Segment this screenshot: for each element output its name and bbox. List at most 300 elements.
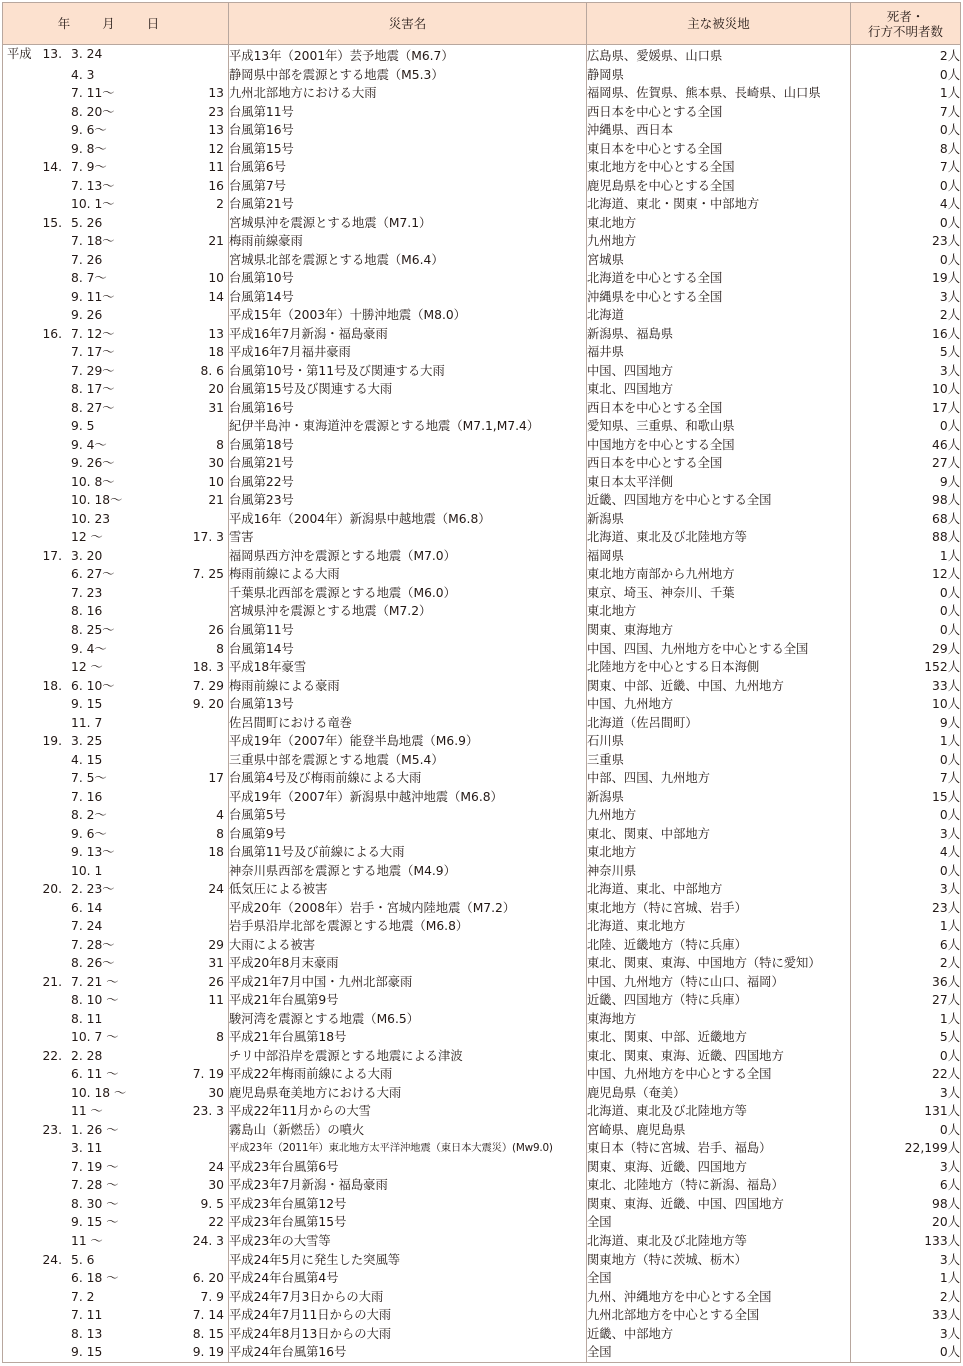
date-cell [3, 1084, 229, 1103]
date-cell [3, 473, 229, 492]
disaster-name: 台風第23号 [229, 491, 587, 510]
end-date: 18. 3 [192, 660, 224, 675]
disaster-name: 平成23年（2011年）東北地方太平洋沖地震（東日本大震災）(Mw9.0) [229, 1139, 587, 1158]
affected-area: 中部、四国、九州地方 [587, 769, 851, 788]
date-cell [3, 436, 229, 455]
affected-area: 北海道、東北、中部地方 [587, 880, 851, 899]
header-date [3, 3, 229, 45]
disaster-name: 台風第22号 [229, 473, 587, 492]
start-date: 10. 1～ [71, 197, 115, 212]
casualty-count: 3人 [851, 362, 961, 381]
table-row [3, 399, 961, 418]
disaster-name: 台風第16号 [229, 399, 587, 418]
start-date: 9. 26～ [71, 456, 115, 471]
date-cell [3, 677, 229, 696]
affected-area: 北陸地方を中心とする日本海側 [587, 658, 851, 677]
affected-area: 北海道、東北・関東・中部地方 [587, 195, 851, 214]
date-cell [3, 954, 229, 973]
affected-area: 全国 [587, 1343, 851, 1362]
affected-area: 東北、関東、中部、近畿地方 [587, 1028, 851, 1047]
date-cell [3, 1232, 229, 1251]
affected-area: 九州地方 [587, 232, 851, 251]
date-cell [3, 640, 229, 659]
start-date: 10. 7 ～ [71, 1030, 119, 1045]
disaster-name: 平成20年（2008年）岩手・宮城内陸地震（M7.2） [229, 899, 587, 918]
affected-area: 東北、関東、東海、中国地方（特に愛知） [587, 954, 851, 973]
disaster-name: 平成24年5月に発生した突風等 [229, 1251, 587, 1270]
casualty-count: 0人 [851, 1343, 961, 1362]
date-cell [3, 602, 229, 621]
table-row [3, 288, 961, 307]
end-date: 8 [216, 641, 224, 656]
table-row [3, 214, 961, 233]
casualty-count: 33人 [851, 1306, 961, 1325]
start-date: 7. 23 [71, 585, 103, 600]
date-cell [3, 695, 229, 714]
end-date: 24 [208, 882, 224, 897]
table-row [3, 1047, 961, 1066]
affected-area: 北海道、東北及び北陸地方等 [587, 1232, 851, 1251]
date-cell [3, 806, 229, 825]
header-row [3, 3, 961, 45]
disaster-name: 梅雨前線による大雨 [229, 565, 587, 584]
table-row [3, 954, 961, 973]
casualty-count: 0人 [851, 177, 961, 196]
affected-area: 広島県、愛媛県、山口県 [587, 45, 851, 66]
date-cell [3, 306, 229, 325]
disaster-name: 平成22年11月からの大雪 [229, 1102, 587, 1121]
table-row [3, 1251, 961, 1270]
casualty-count: 1人 [851, 84, 961, 103]
date-cell [3, 1269, 229, 1288]
affected-area: 石川県 [587, 732, 851, 751]
start-date: 7. 29～ [71, 363, 115, 378]
affected-area: 神奈川県 [587, 862, 851, 881]
casualty-count: 0人 [851, 1121, 961, 1140]
disaster-name: 台風第15号及び関連する大雨 [229, 380, 587, 399]
date-cell [3, 491, 229, 510]
disaster-name: 平成21年台風第18号 [229, 1028, 587, 1047]
table-row [3, 825, 961, 844]
affected-area: 北海道、東北地方 [587, 917, 851, 936]
end-date: 20 [208, 382, 224, 397]
table-row [3, 66, 961, 85]
disaster-name: 鹿児島県奄美地方における大雨 [229, 1084, 587, 1103]
date-cell [3, 269, 229, 288]
affected-area: 東日本太平洋側 [587, 473, 851, 492]
start-date: 8. 20～ [71, 104, 115, 119]
start-date: 2. 28 [71, 1048, 103, 1063]
table-row [3, 917, 961, 936]
date-cell [3, 103, 229, 122]
start-date: 4. 15 [71, 752, 103, 767]
date-cell [3, 991, 229, 1010]
disaster-name: 台風第4号及び梅雨前線による大雨 [229, 769, 587, 788]
end-date: 18 [208, 845, 224, 860]
start-date: 8. 30 ～ [71, 1196, 119, 1211]
affected-area: 近畿、四国地方（特に兵庫） [587, 991, 851, 1010]
disaster-name: 台風第13号 [229, 695, 587, 714]
end-date: 7. 9 [200, 1289, 224, 1304]
disaster-name: 宮城県沖を震源とする地震（M7.1） [229, 214, 587, 233]
affected-area: 関東、中部、近畿、中国、九州地方 [587, 677, 851, 696]
start-date: 7. 9～ [71, 160, 107, 175]
casualty-count: 0人 [851, 862, 961, 881]
disaster-name: 平成16年（2004年）新潟県中越地震（M6.8） [229, 510, 587, 529]
table-row [3, 640, 961, 659]
affected-area: 鹿児島県を中心とする全国 [587, 177, 851, 196]
start-date: 11. 7 [71, 715, 103, 730]
date-cell [3, 1325, 229, 1344]
table-row [3, 306, 961, 325]
table-row [3, 325, 961, 344]
start-date: 7. 28 ～ [71, 1178, 119, 1193]
end-date: 30 [208, 1178, 224, 1193]
disaster-name: 平成20年8月末豪雨 [229, 954, 587, 973]
date-cell [3, 1251, 229, 1270]
disaster-name: 台風第14号 [229, 288, 587, 307]
date-cell [3, 751, 229, 770]
casualty-count: 22人 [851, 1065, 961, 1084]
casualty-count: 0人 [851, 621, 961, 640]
start-date: 6. 27～ [71, 567, 115, 582]
casualty-count: 19人 [851, 269, 961, 288]
date-cell [3, 788, 229, 807]
start-date: 8. 27～ [71, 400, 115, 415]
table-row [3, 991, 961, 1010]
start-date: 10. 23 [71, 511, 111, 526]
casualty-count: 9人 [851, 714, 961, 733]
affected-area: 中国地方を中心とする全国 [587, 436, 851, 455]
affected-area: 九州北部地方を中心とする全国 [587, 1306, 851, 1325]
casualty-count: 5人 [851, 1028, 961, 1047]
end-date: 17 [208, 771, 224, 786]
end-date: 8 [216, 1030, 224, 1045]
casualty-count: 27人 [851, 991, 961, 1010]
date-cell [3, 547, 229, 566]
start-date: 9. 15 [71, 697, 103, 712]
date-cell [3, 769, 229, 788]
casualty-count: 88人 [851, 528, 961, 547]
disaster-name: 平成23年台風第15号 [229, 1213, 587, 1232]
affected-area: 東北地方 [587, 214, 851, 233]
casualty-count: 3人 [851, 825, 961, 844]
affected-area: 西日本を中心とする全国 [587, 454, 851, 473]
table-body [3, 45, 961, 1363]
table-row [3, 269, 961, 288]
date-cell [3, 880, 229, 899]
affected-area: 東北、北陸地方（特に新潟、福島） [587, 1176, 851, 1195]
table-row [3, 195, 961, 214]
year-label: 20. [42, 882, 62, 897]
casualty-count: 68人 [851, 510, 961, 529]
casualty-count: 2人 [851, 45, 961, 66]
date-cell [3, 251, 229, 270]
end-date: 24 [208, 1159, 224, 1174]
table-row [3, 936, 961, 955]
start-date: 11 ～ [71, 1104, 103, 1119]
end-date: 13 [208, 123, 224, 138]
end-date: 21 [208, 234, 224, 249]
start-date: 7. 21 ～ [71, 974, 119, 989]
end-date: 24. 3 [192, 1234, 224, 1248]
affected-area: 西日本を中心とする全国 [587, 103, 851, 122]
affected-area: 九州地方 [587, 806, 851, 825]
header-casualties-line1: 死者・ [886, 8, 925, 24]
affected-area: 東北地方南部から九州地方 [587, 565, 851, 584]
end-date: 7. 14 [192, 1308, 224, 1323]
start-date: 8. 25～ [71, 622, 115, 637]
end-date: 4 [216, 808, 224, 823]
start-date: 9. 4～ [71, 641, 107, 656]
table-row [3, 45, 961, 66]
end-date: 13 [208, 326, 224, 341]
date-cell [3, 1343, 229, 1362]
affected-area: 東北地方 [587, 843, 851, 862]
table-row [3, 732, 961, 751]
disaster-name: 平成23年の大雪等 [229, 1232, 587, 1251]
affected-area: 福岡県 [587, 547, 851, 566]
end-date: 29 [208, 937, 224, 952]
start-date: 6. 10～ [71, 678, 115, 693]
start-date: 7. 17～ [71, 345, 115, 360]
disaster-name: 大雨による被害 [229, 936, 587, 955]
date-cell [3, 732, 229, 751]
date-cell [3, 565, 229, 584]
disaster-name: 平成24年7月3日からの大雨 [229, 1288, 587, 1307]
affected-area: 鹿児島県（奄美） [587, 1084, 851, 1103]
disaster-name: 台風第21号 [229, 195, 587, 214]
end-date: 16 [208, 178, 224, 193]
disaster-name: 平成23年台風第12号 [229, 1195, 587, 1214]
affected-area: 全国 [587, 1269, 851, 1288]
end-date: 7. 25 [192, 567, 224, 582]
header-affected-area: 主な被災地 [587, 3, 851, 45]
casualty-count: 2人 [851, 306, 961, 325]
casualty-count: 131人 [851, 1102, 961, 1121]
start-date: 11 ～ [71, 1234, 103, 1248]
date-cell [3, 343, 229, 362]
date-cell [3, 825, 229, 844]
casualty-count: 4人 [851, 843, 961, 862]
start-date: 10. 18～ [71, 493, 123, 508]
casualty-count: 3人 [851, 1158, 961, 1177]
table-row [3, 677, 961, 696]
table-header [3, 3, 961, 45]
date-cell [3, 214, 229, 233]
end-date: 10 [208, 271, 224, 286]
affected-area: 九州、沖縄地方を中心とする全国 [587, 1288, 851, 1307]
casualty-count: 8人 [851, 140, 961, 159]
table-row [3, 1158, 961, 1177]
disaster-name: 平成21年7月中国・九州北部豪雨 [229, 973, 587, 992]
date-cell [3, 973, 229, 992]
table-row [3, 1195, 961, 1214]
casualty-count: 6人 [851, 936, 961, 955]
year-label: 14. [42, 160, 62, 175]
casualty-count: 0人 [851, 584, 961, 603]
date-cell [3, 1010, 229, 1029]
disaster-name: チリ中部沿岸を震源とする地震による津波 [229, 1047, 587, 1066]
end-date: 23 [208, 104, 224, 119]
date-cell [3, 1288, 229, 1307]
date-cell [3, 1306, 229, 1325]
table-row [3, 1010, 961, 1029]
end-date: 12 [208, 141, 224, 156]
year-label: 18. [42, 678, 62, 693]
end-date: 7. 19 [192, 1067, 224, 1082]
start-date: 8. 7～ [71, 271, 107, 286]
start-date: 7. 19 ～ [71, 1159, 119, 1174]
year-label: 23. [42, 1122, 62, 1137]
table-row [3, 695, 961, 714]
table-row [3, 1343, 961, 1362]
date-cell [3, 1065, 229, 1084]
affected-area: 東北、関東、東海、近畿、四国地方 [587, 1047, 851, 1066]
casualty-count: 0人 [851, 602, 961, 621]
table-row [3, 547, 961, 566]
affected-area: 東日本を中心とする全国 [587, 140, 851, 159]
end-date: 22 [208, 1215, 224, 1230]
header-date-label: 年 月 日 [57, 16, 174, 31]
end-date: 18 [208, 345, 224, 360]
table-row [3, 714, 961, 733]
disaster-name: 台風第10号 [229, 269, 587, 288]
date-cell [3, 45, 229, 66]
table-row [3, 454, 961, 473]
affected-area: 関東、東海、近畿、中国、四国地方 [587, 1195, 851, 1214]
disaster-name: 静岡県中部を震源とする地震（M5.3） [229, 66, 587, 85]
end-date: 11 [208, 993, 224, 1008]
casualty-count: 7人 [851, 103, 961, 122]
start-date: 7. 11～ [71, 86, 115, 101]
table-row [3, 158, 961, 177]
casualty-count: 133人 [851, 1232, 961, 1251]
date-cell [3, 936, 229, 955]
table-row [3, 880, 961, 899]
date-cell [3, 1195, 229, 1214]
table-row [3, 788, 961, 807]
disaster-name: 台風第15号 [229, 140, 587, 159]
start-date: 6. 14 [71, 900, 103, 915]
start-date: 6. 11 ～ [71, 1067, 119, 1082]
disaster-name: 台風第11号及び前線による大雨 [229, 843, 587, 862]
affected-area: 沖縄県、西日本 [587, 121, 851, 140]
disaster-name: 宮城県沖を震源とする地震（M7.2） [229, 602, 587, 621]
disaster-name: 紀伊半島沖・東海道沖を震源とする地震（M7.1,M7.4） [229, 417, 587, 436]
disaster-name: 平成15年（2003年）十勝沖地震（M8.0） [229, 306, 587, 325]
start-date: 7. 28～ [71, 937, 115, 952]
casualty-count: 46人 [851, 436, 961, 455]
casualty-count: 7人 [851, 158, 961, 177]
start-date: 8. 17～ [71, 382, 115, 397]
start-date: 7. 5～ [71, 771, 107, 786]
table-row [3, 1102, 961, 1121]
casualty-count: 7人 [851, 769, 961, 788]
start-date: 7. 11 [71, 1308, 103, 1323]
start-date: 10. 18 ～ [71, 1085, 127, 1100]
disaster-name: 三重県中部を震源とする地震（M5.4） [229, 751, 587, 770]
table-row [3, 177, 961, 196]
end-date: 30 [208, 456, 224, 471]
end-date: 26 [208, 974, 224, 989]
affected-area: 近畿、中部地方 [587, 1325, 851, 1344]
disaster-name: 神奈川県西部を震源とする地震（M4.9） [229, 862, 587, 881]
table-row [3, 862, 961, 881]
table-row [3, 140, 961, 159]
end-date: 9. 19 [192, 1345, 224, 1360]
disaster-name: 平成23年台風第6号 [229, 1158, 587, 1177]
end-date: 30 [208, 1085, 224, 1100]
affected-area: 東日本（特に宮城、岩手、福島） [587, 1139, 851, 1158]
table-row [3, 1269, 961, 1288]
table-row [3, 973, 961, 992]
casualty-count: 5人 [851, 343, 961, 362]
era-label: 平成 [7, 47, 32, 61]
end-date: 8. 6 [200, 363, 224, 378]
casualty-count: 1人 [851, 547, 961, 566]
start-date: 10. 1 [71, 863, 103, 878]
date-cell [3, 658, 229, 677]
casualty-count: 36人 [851, 973, 961, 992]
start-date: 9. 6～ [71, 826, 107, 841]
start-date: 8. 11 [71, 1011, 103, 1026]
affected-area: 北海道（佐呂間町） [587, 714, 851, 733]
start-date: 7. 24 [71, 919, 103, 934]
end-date: 6. 20 [192, 1271, 224, 1286]
date-cell [3, 862, 229, 881]
start-date: 7. 26 [71, 252, 103, 267]
casualty-count: 33人 [851, 677, 961, 696]
table-row [3, 1213, 961, 1232]
end-date: 14 [208, 289, 224, 304]
casualty-count: 152人 [851, 658, 961, 677]
casualty-count: 3人 [851, 1084, 961, 1103]
table-row [3, 121, 961, 140]
start-date: 12 ～ [71, 660, 103, 675]
disaster-name: 平成24年台風第4号 [229, 1269, 587, 1288]
casualty-count: 3人 [851, 1251, 961, 1270]
end-date: 2 [216, 197, 224, 212]
disaster-name: 岩手県沿岸北部を震源とする地震（M6.8） [229, 917, 587, 936]
casualty-count: 0人 [851, 66, 961, 85]
disaster-name: 平成19年（2007年）能登半島地震（M6.9） [229, 732, 587, 751]
table-row [3, 769, 961, 788]
start-date: 2. 23～ [71, 882, 115, 897]
end-date: 9. 20 [192, 697, 224, 712]
end-date: 7. 29 [192, 678, 224, 693]
table-row [3, 1028, 961, 1047]
end-date: 21 [208, 493, 224, 508]
casualty-count: 98人 [851, 1195, 961, 1214]
table-row [3, 343, 961, 362]
table-row [3, 1121, 961, 1140]
start-date: 8. 16 [71, 604, 103, 619]
start-date: 9. 11～ [71, 289, 115, 304]
year-label: 24. [42, 1252, 62, 1267]
casualty-count: 17人 [851, 399, 961, 418]
date-cell [3, 584, 229, 603]
date-cell [3, 714, 229, 733]
start-date: 9. 15 [71, 1345, 103, 1360]
date-cell [3, 1047, 229, 1066]
date-cell [3, 1102, 229, 1121]
casualty-count: 1人 [851, 917, 961, 936]
casualty-count: 10人 [851, 380, 961, 399]
date-cell [3, 510, 229, 529]
table-row [3, 1139, 961, 1158]
start-date: 9. 13～ [71, 845, 115, 860]
